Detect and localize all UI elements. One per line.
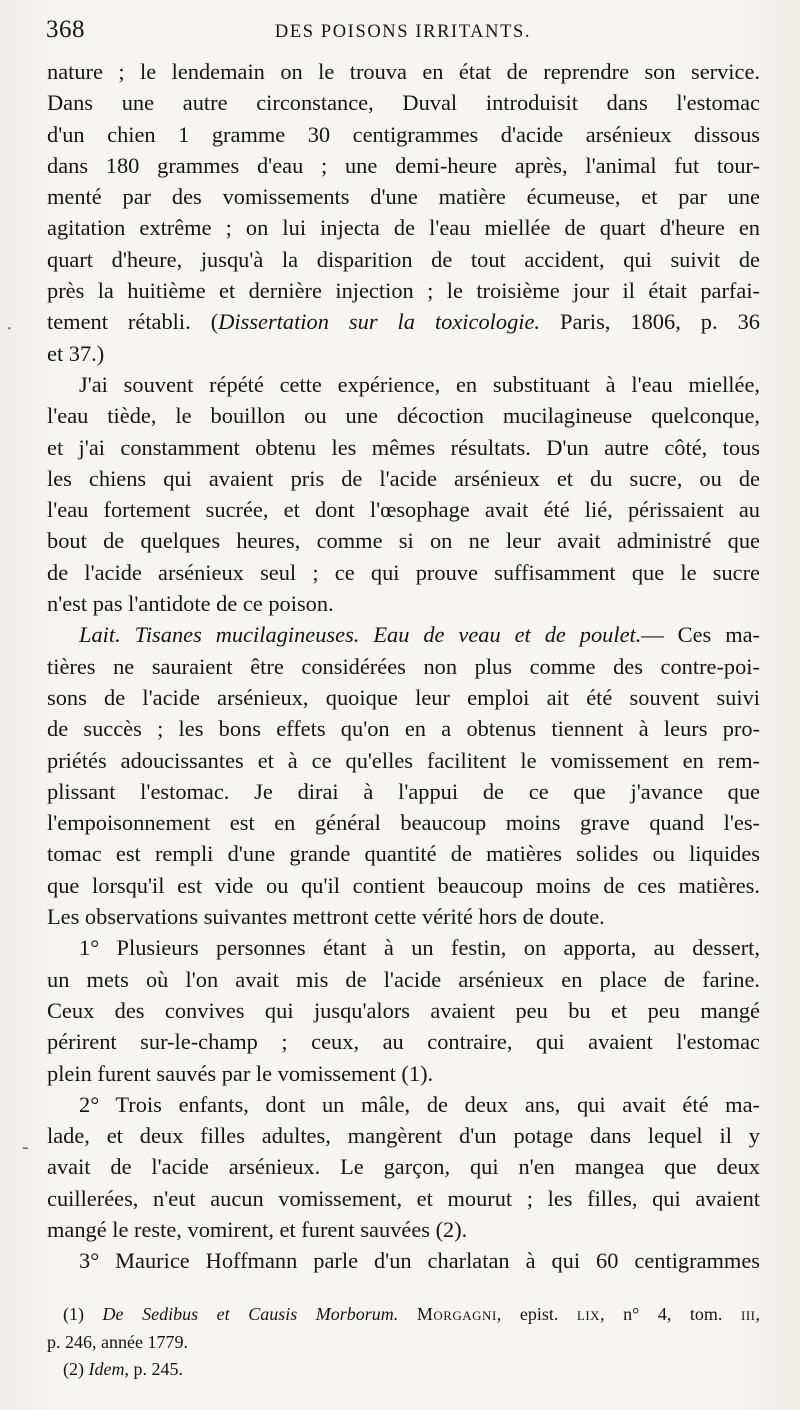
text-line <box>47 838 760 869</box>
text-line <box>47 306 760 337</box>
text-line <box>47 525 760 556</box>
margin-mark: · <box>6 318 13 340</box>
text-run: de l'acide arsénieux seul ; ce qui prouve suffisamment que le sucre <box>47 559 760 585</box>
text-run: quart d'heure, jusqu'à la disparition de tout accident, qui suivit de <box>47 246 760 272</box>
text-line <box>47 244 760 275</box>
text-run: l'eau fortement sucrée, et dont l'œsophage avait été lié, périssaient au <box>47 497 760 523</box>
text-line <box>47 1058 760 1089</box>
text-line <box>47 557 760 588</box>
text-line <box>47 119 760 150</box>
text-run: p. 246, année 1779. <box>47 1331 188 1352</box>
text-run: Les observations suivantes mettront cette vérité hors de doute. <box>47 904 605 930</box>
italic-text: Dissertation sur la toxicologie. <box>218 309 541 335</box>
text-run: , <box>755 1304 760 1324</box>
text-run: tières ne sauraient être considérées non plus comme des contre-poi- <box>47 653 760 679</box>
text-run: 3° Maurice Hoffmann parle d'un charlatan à qui 60 centigrammes <box>79 1248 760 1274</box>
small-caps-text: iii <box>741 1304 756 1324</box>
text-run: plissant l'estomac. Je dirai à l'appui de ce que j'avance que <box>47 778 760 804</box>
text-run: et 37.) <box>47 340 105 366</box>
italic-text: De Sedibus et Causis Morborum. <box>102 1304 399 1324</box>
text-line <box>47 776 760 807</box>
text-run: lade, et deux filles adultes, mangèrent d'un potage dans lequel il y <box>47 1123 760 1149</box>
margin-mark: - <box>22 1136 29 1158</box>
footnote-line <box>47 1356 760 1384</box>
text-run <box>398 1304 417 1324</box>
text-run: bout de quelques heures, comme si on ne leur avait administré que <box>47 528 760 554</box>
text-line <box>47 275 760 306</box>
text-run: dans 180 grammes d'eau ; une demi-heure après, l'animal fut tour- <box>47 152 760 178</box>
text-line <box>47 870 760 901</box>
text-line <box>47 400 760 431</box>
text-line <box>47 1120 760 1151</box>
text-line <box>47 1151 760 1182</box>
text-line <box>47 682 760 713</box>
text-line <box>47 932 760 963</box>
text-line <box>47 651 760 682</box>
italic-text: Idem <box>88 1359 125 1379</box>
text-run: , epist. <box>496 1304 577 1324</box>
text-run: un mets où l'on avait mis de l'acide arsénieux en place de farine. <box>47 966 760 992</box>
text-line <box>47 1183 760 1214</box>
text-line <box>47 745 760 776</box>
text-run: que lorsqu'il est vide ou qu'il contient beaucoup moins de ces matières. <box>47 872 760 898</box>
small-caps-text: Morgagni <box>416 1304 497 1324</box>
text-run: Paris, 1806, p. 36 <box>540 309 760 335</box>
text-line <box>47 901 760 932</box>
text-line <box>47 619 760 650</box>
italic-text: Lait. Tisanes mucilagineuses. Eau de veau et de poulet. <box>79 622 642 648</box>
text-line <box>47 964 760 995</box>
text-line <box>47 369 760 400</box>
text-run: de succès ; les bons effets qu'on en a obtenus tiennent à leurs pro- <box>47 716 760 742</box>
text-run: périrent sur-le-champ ; ceux, au contraire, qui avaient l'estomac <box>47 1029 760 1055</box>
text-run: priétés adoucissantes et à ce qu'elles facilitent le vomissement en rem- <box>47 747 760 773</box>
text-run: Ceux des convives qui jusqu'alors avaient peu bu et peu mangé <box>47 997 760 1023</box>
page-number: 368 <box>46 16 85 43</box>
text-line <box>47 432 760 463</box>
text-line <box>47 494 760 525</box>
text-run: menté par des vomissements d'une matière écumeuse, et par une <box>47 184 760 210</box>
text-run: J'ai souvent répété cette expérience, en substituant à l'eau miellée, <box>79 371 760 397</box>
body-text <box>47 56 760 1277</box>
text-run: , p. 245. <box>124 1359 183 1379</box>
text-line <box>47 338 760 369</box>
text-run: l'eau tiède, le bouillon ou une décoction mucilagineuse quelconque, <box>47 403 760 429</box>
text-line <box>47 995 760 1026</box>
text-run: , n° 4, tom. <box>600 1304 741 1324</box>
text-line <box>47 1245 760 1276</box>
small-caps-text: lix <box>576 1304 601 1324</box>
text-run: Dans une autre circonstance, Duval introduisit dans l'estomac <box>47 90 760 116</box>
text-run: tomac est rempli d'une grande quantité de matières solides ou liquides <box>47 841 760 867</box>
text-run: près la huitième et dernière injection ; le troisième jour il était parfai- <box>47 278 760 304</box>
text-line <box>47 56 760 87</box>
text-run: et j'ai constamment obtenu les mêmes résultats. D'un autre côté, tous <box>47 434 760 460</box>
text-line <box>47 1026 760 1057</box>
text-line <box>47 150 760 181</box>
text-run: n'est pas l'antidote de ce poison. <box>47 591 334 617</box>
text-run: (1) <box>63 1304 103 1324</box>
page-header <box>46 16 760 52</box>
text-line <box>47 588 760 619</box>
text-line <box>47 212 760 243</box>
text-line <box>47 713 760 744</box>
text-run: tement rétabli. ( <box>47 309 219 335</box>
text-run: sons de l'acide arsénieux, quoique leur emploi ait été souvent suivi <box>47 684 760 710</box>
text-run: plein furent sauvés par le vomissement (1). <box>47 1060 434 1086</box>
text-run: (2) <box>63 1359 89 1379</box>
text-run: mangé le reste, vomirent, et furent sauvées (2). <box>47 1216 468 1242</box>
running-title: DES POISONS IRRITANTS. <box>274 22 532 42</box>
text-run: l'empoisonnement est en général beaucoup moins grave quand l'es- <box>47 810 760 836</box>
text-line <box>47 181 760 212</box>
text-line <box>47 87 760 118</box>
footnote-line <box>47 1301 760 1329</box>
text-run: agitation extrême ; on lui injecta de l'eau miellée de quart d'heure en <box>47 215 760 241</box>
text-run: 2° Trois enfants, dont un mâle, de deux ans, qui avait été ma- <box>79 1091 760 1117</box>
text-run: — Ces ma- <box>641 622 760 648</box>
text-run: 1° Plusieurs personnes étant à un festin, on apporta, au dessert, <box>79 935 760 961</box>
text-run: d'un chien 1 gramme 30 centigrammes d'acide arsénieux dissous <box>47 121 760 147</box>
text-line <box>47 807 760 838</box>
text-line <box>47 1089 760 1120</box>
footnote-line <box>47 1329 760 1357</box>
text-run: nature ; le lendemain on le trouva en état de reprendre son service. <box>47 59 760 84</box>
text-run: les chiens qui avaient pris de l'acide arsénieux et du sucre, ou de <box>47 465 760 491</box>
text-line <box>47 463 760 494</box>
text-line <box>47 1214 760 1245</box>
text-run: avait de l'acide arsénieux. Le garçon, qui n'en mangea que deux <box>47 1154 760 1180</box>
text-run: cuillerées, n'eut aucun vomissement, et mourut ; les filles, qui avaient <box>47 1185 760 1211</box>
footnotes <box>47 1301 760 1384</box>
